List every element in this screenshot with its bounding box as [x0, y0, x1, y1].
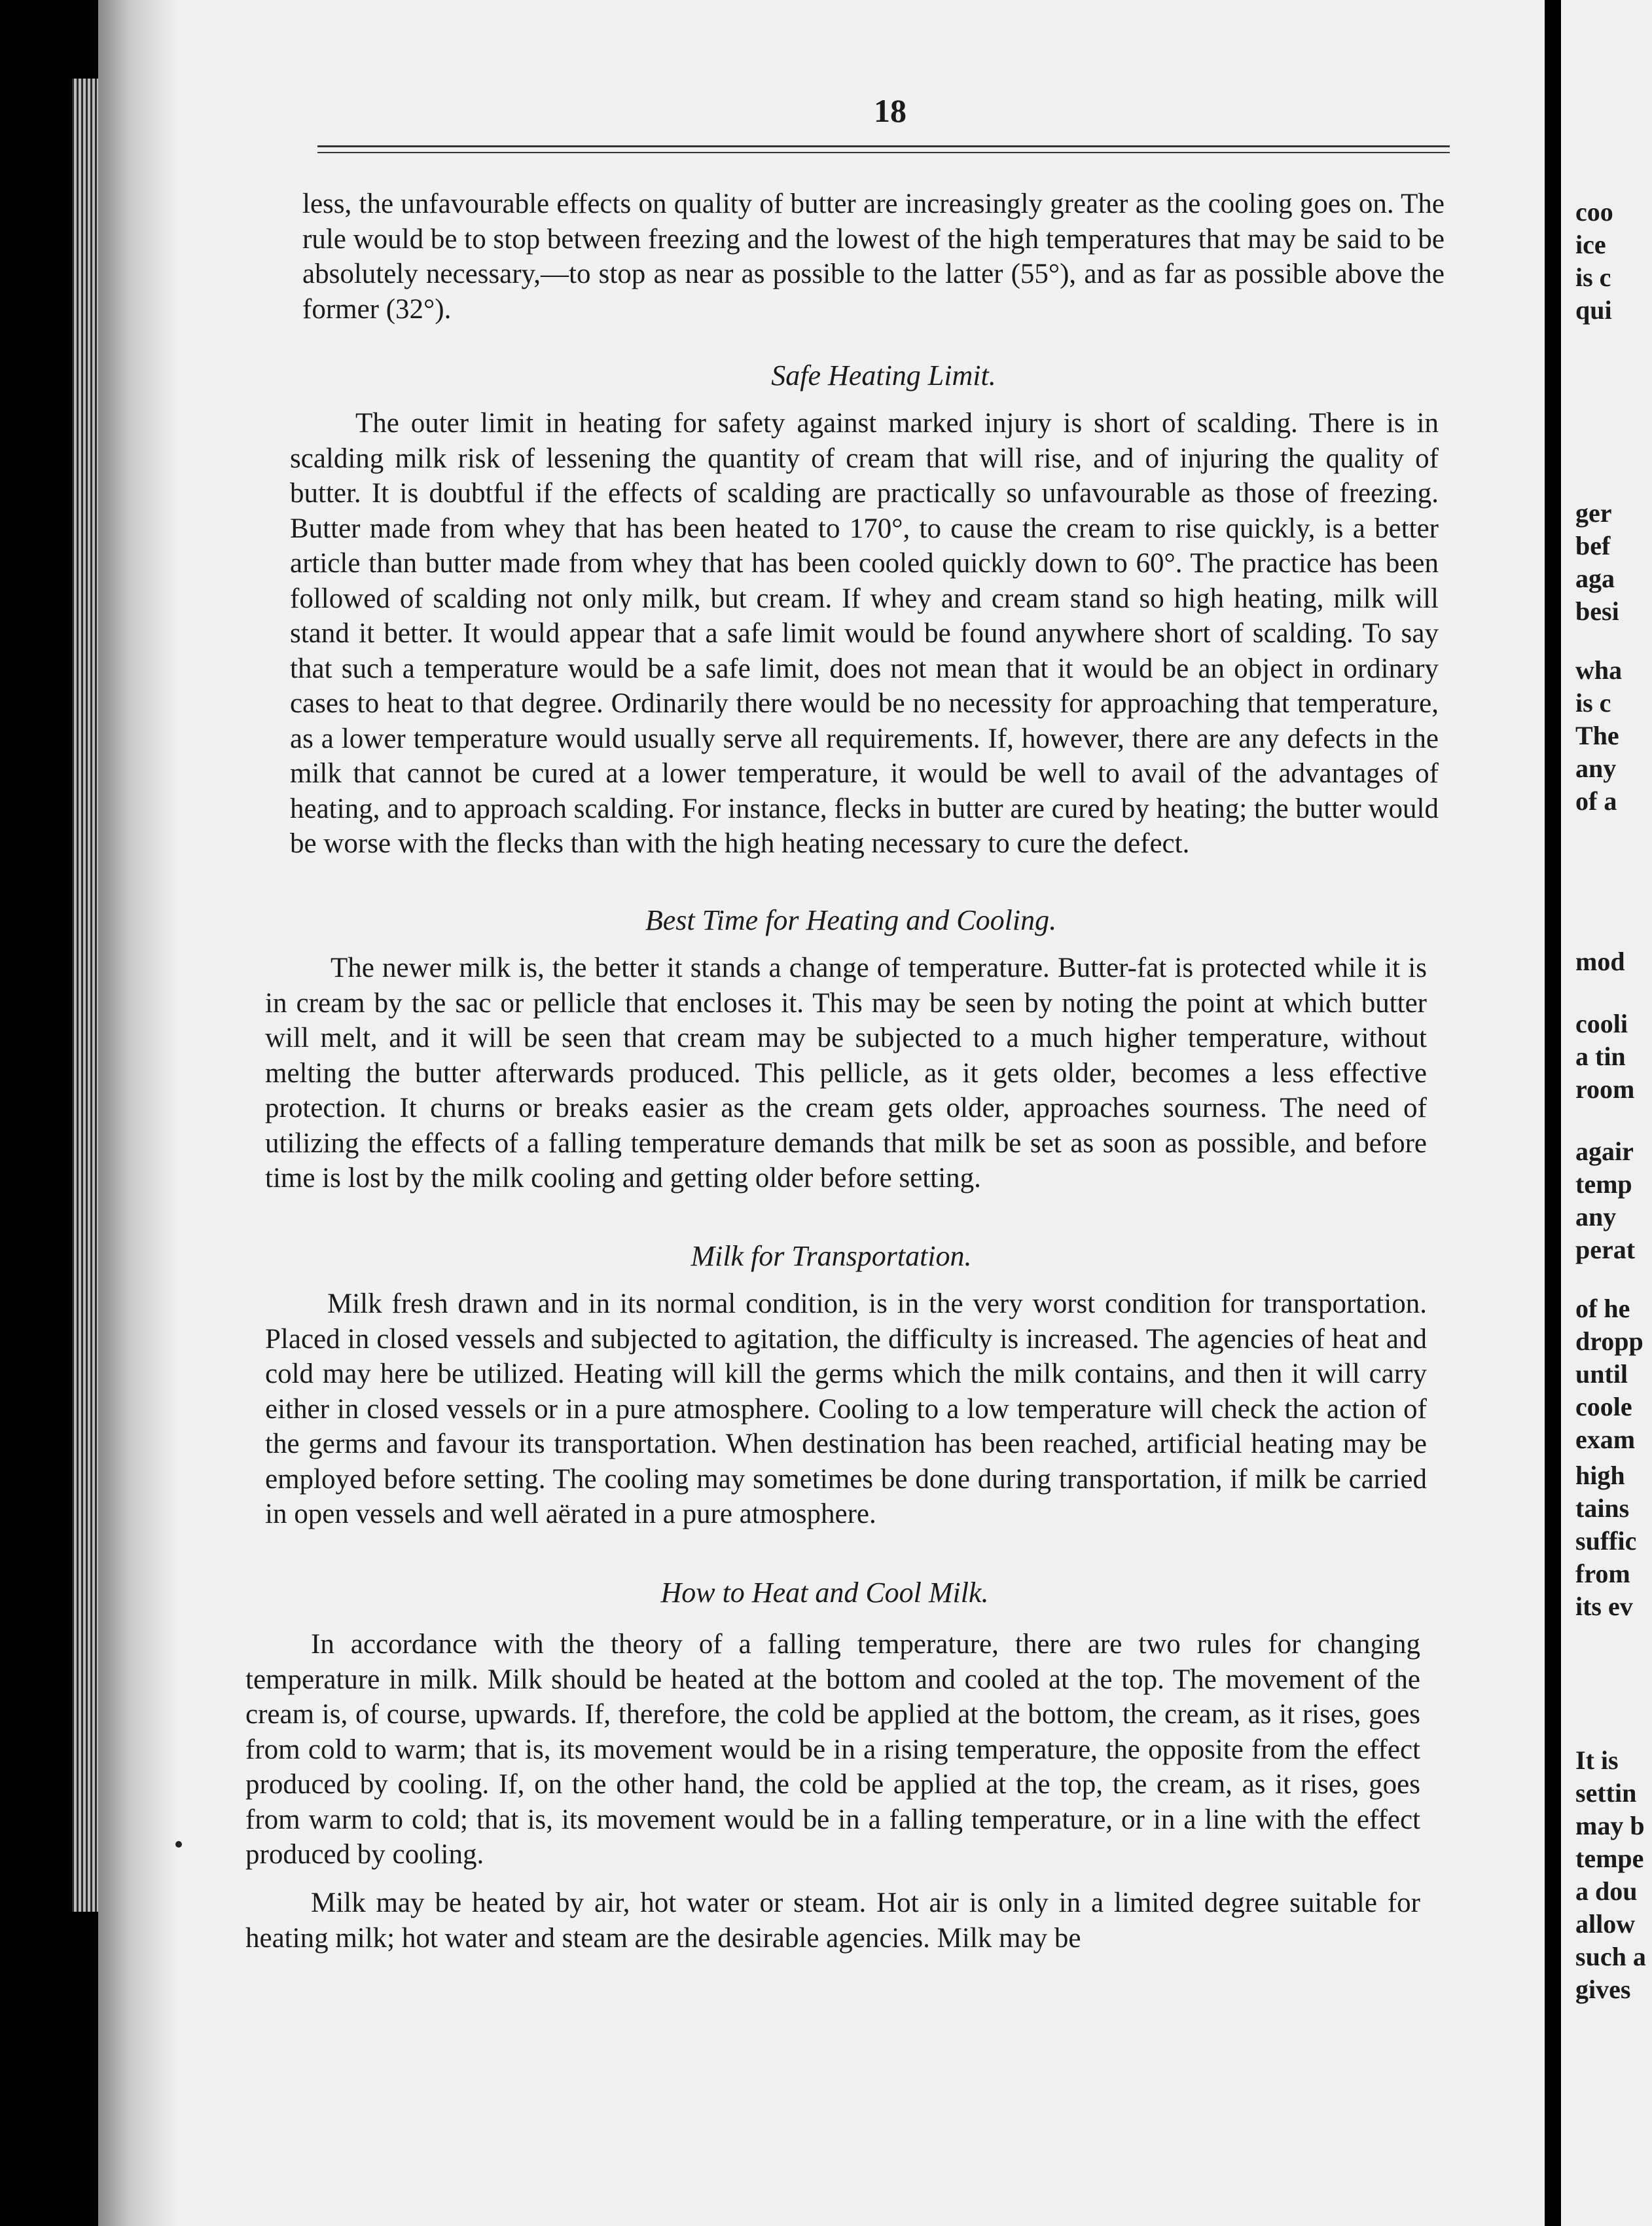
facing-page-fragment: bef: [1575, 531, 1611, 560]
page-gutter-shadow: [98, 0, 177, 2226]
facing-page-fragment: such a: [1575, 1942, 1646, 1971]
facing-page-fragment: until: [1575, 1359, 1628, 1389]
paragraph-transportation: Milk fresh drawn and in its normal condition, is in the very worst condition for transportation. Placed in closed vessels and subjected to agitation, the difficulty is increased. The agencies of heat and cold may here be utilized. Heating will kill the germs which the milk contains, and then it will carry either in closed vessels or in a pure atmosphere. Cooling to a low temperature will check the action of the germs and favour its transportation. When destination has been reached, artificial heating may be employed before setting. The cooling may sometimes be done during transportation, if milk be carried in open vessels and well aërated in a pure atmosphere.: [265, 1288, 1427, 1529]
facing-page-fragment: The: [1575, 721, 1619, 750]
paragraph-safe-heating: The outer limit in heating for safety against marked injury is short of scalding. There is in scalding milk risk of lessening the quantity of cream that will rise, and of injuring the quality of butter. It is doubtful if the effects of scalding are practically so unfavourable as those of freezing. Butter made from whey that has been heated to 170°, to cause the cream to rise quickly, is a better article than butter made from whey that has been cooled quickly down to 60°. The practice has been followed of scalding not only milk, but cream. If whey and cream stand so high heating, milk will stand it better. It would appear that a safe limit would be found anywhere short of scalding. To say that such a temperature would be a safe limit, does not mean that it would be an object in ordinary cases to heat to that degree. Ordinarily there would be no necessity for approaching that temperature, as a lower temperature would usually serve all requirements. If, however, there are any defects in the milk that cannot be cured at a lower temperature, it would be well to avail of the advantages of heating, and to approach scalding. For instance, flecks in butter are cured by heating; the butter would be worse with the flecks than with the high heating necessary to cure the defect.: [290, 408, 1439, 859]
paragraph-best-time: The newer milk is, the better it stands a change of temperature. Butter-fat is protected while it is in cream by the sac or pellicle that encloses it. This may be seen by noting the point at which butter will melt, and it will be seen that cream may be subjected to a much higher temperature, without melting the butter afterwards produced. This pellicle, as it gets older, becomes a less effective protection. It churns or breaks easier as the cream gets older, approaches sourness. The need of utilizing the effects of a falling temperature demands that milk be set as soon as possible, and before time is lost by the milk cooling and getting older before setting.: [265, 953, 1427, 1194]
heading-safe-heating-limit: Safe Heating Limit.: [771, 359, 996, 392]
facing-page-fragment: qui: [1575, 295, 1612, 325]
heading-milk-transportation: Milk for Transportation.: [691, 1240, 972, 1272]
facing-page-fragment: room: [1575, 1074, 1635, 1104]
facing-page-fragment: suffic: [1575, 1526, 1637, 1556]
header-rule-thin: [317, 152, 1450, 153]
facing-page-fragment: cooli: [1575, 1009, 1628, 1038]
page-number: 18: [874, 92, 907, 129]
ink-speck: [175, 1841, 182, 1848]
facing-page-fragment: gives: [1575, 1975, 1631, 2004]
facing-page-edge: [1561, 0, 1652, 2226]
facing-page-fragment: high: [1575, 1461, 1625, 1490]
facing-page-fragment: aga: [1575, 564, 1615, 593]
facing-page-fragment: of a: [1575, 786, 1617, 816]
facing-page-fragment: dropp: [1575, 1326, 1643, 1356]
facing-page-fragment: of he: [1575, 1294, 1630, 1323]
facing-page-fragment: from: [1575, 1559, 1630, 1588]
header-rule: [317, 145, 1450, 147]
facing-page-fragment: mod: [1575, 947, 1625, 976]
facing-page-fragment: its ev: [1575, 1592, 1633, 1621]
facing-page-fragment: allow: [1575, 1909, 1636, 1939]
paragraph-intro: less, the unfavourable effects on quality of butter are increasingly greater as the cooling goes on. The rule would be to stop between freezing and the lowest of the high temperatures that may be said to be absolutely necessary,—to stop as near as possible to the latter (55°), and as far as possible above the former (32°).: [302, 189, 1445, 325]
facing-page-fragment: is c: [1575, 688, 1611, 718]
facing-page-fragment: a dou: [1575, 1876, 1638, 1906]
facing-page-fragment: settin: [1575, 1778, 1637, 1808]
facing-page-fragment: perat: [1575, 1235, 1636, 1264]
facing-page-fragment: temp: [1575, 1169, 1632, 1199]
heading-how-to-heat-cool: How to Heat and Cool Milk.: [660, 1577, 989, 1609]
facing-page-fragment: besi: [1575, 596, 1619, 626]
heading-best-time: Best Time for Heating and Cooling.: [645, 904, 1057, 936]
facing-page-fragment: ger: [1575, 498, 1612, 528]
paragraph-heating-agencies: Milk may be heated by air, hot water or steam. Hot air is only in a limited degree suitable for heating milk; hot water and steam are the desirable agencies. Milk may be: [245, 1888, 1420, 1954]
facing-page-fragment: tempe: [1575, 1844, 1644, 1873]
facing-page-fragment: a tin: [1575, 1042, 1626, 1071]
facing-page-fragment: It is: [1575, 1745, 1619, 1775]
paragraph-heat-cool-rules: In accordance with the theory of a falling temperature, there are two rules for changing temperature in milk. Milk should be heated at the bottom and cooled at the top. The movement of the cream is, of course, upwards. If, therefore, the cold be applied at the bottom, the cream, as it rises, goes from cold to warm; that is, its movement would be in a rising temperature, the opposite from the effect produced by cooling. If, on the other hand, the cold be applied at the top, the cream, as it rises, goes from warm to cold; that is, its movement would be in a falling temperature, or in a line with the effect produced by cooling.: [245, 1629, 1420, 1870]
facing-page-fragment: coo: [1575, 197, 1613, 227]
facing-page-fragment: ice: [1575, 230, 1606, 259]
facing-page-fragment: coole: [1575, 1392, 1632, 1421]
facing-page-fragment: wha: [1575, 655, 1623, 685]
facing-page-fragment: may b: [1575, 1811, 1645, 1840]
facing-page-fragment: any: [1575, 754, 1617, 783]
facing-page-fragment: any: [1575, 1202, 1617, 1232]
facing-page-fragment: tains: [1575, 1493, 1630, 1523]
facing-page-fragment: exam: [1575, 1425, 1636, 1454]
facing-page-fragment: agair: [1575, 1137, 1634, 1166]
facing-page-fragment: is c: [1575, 263, 1611, 292]
